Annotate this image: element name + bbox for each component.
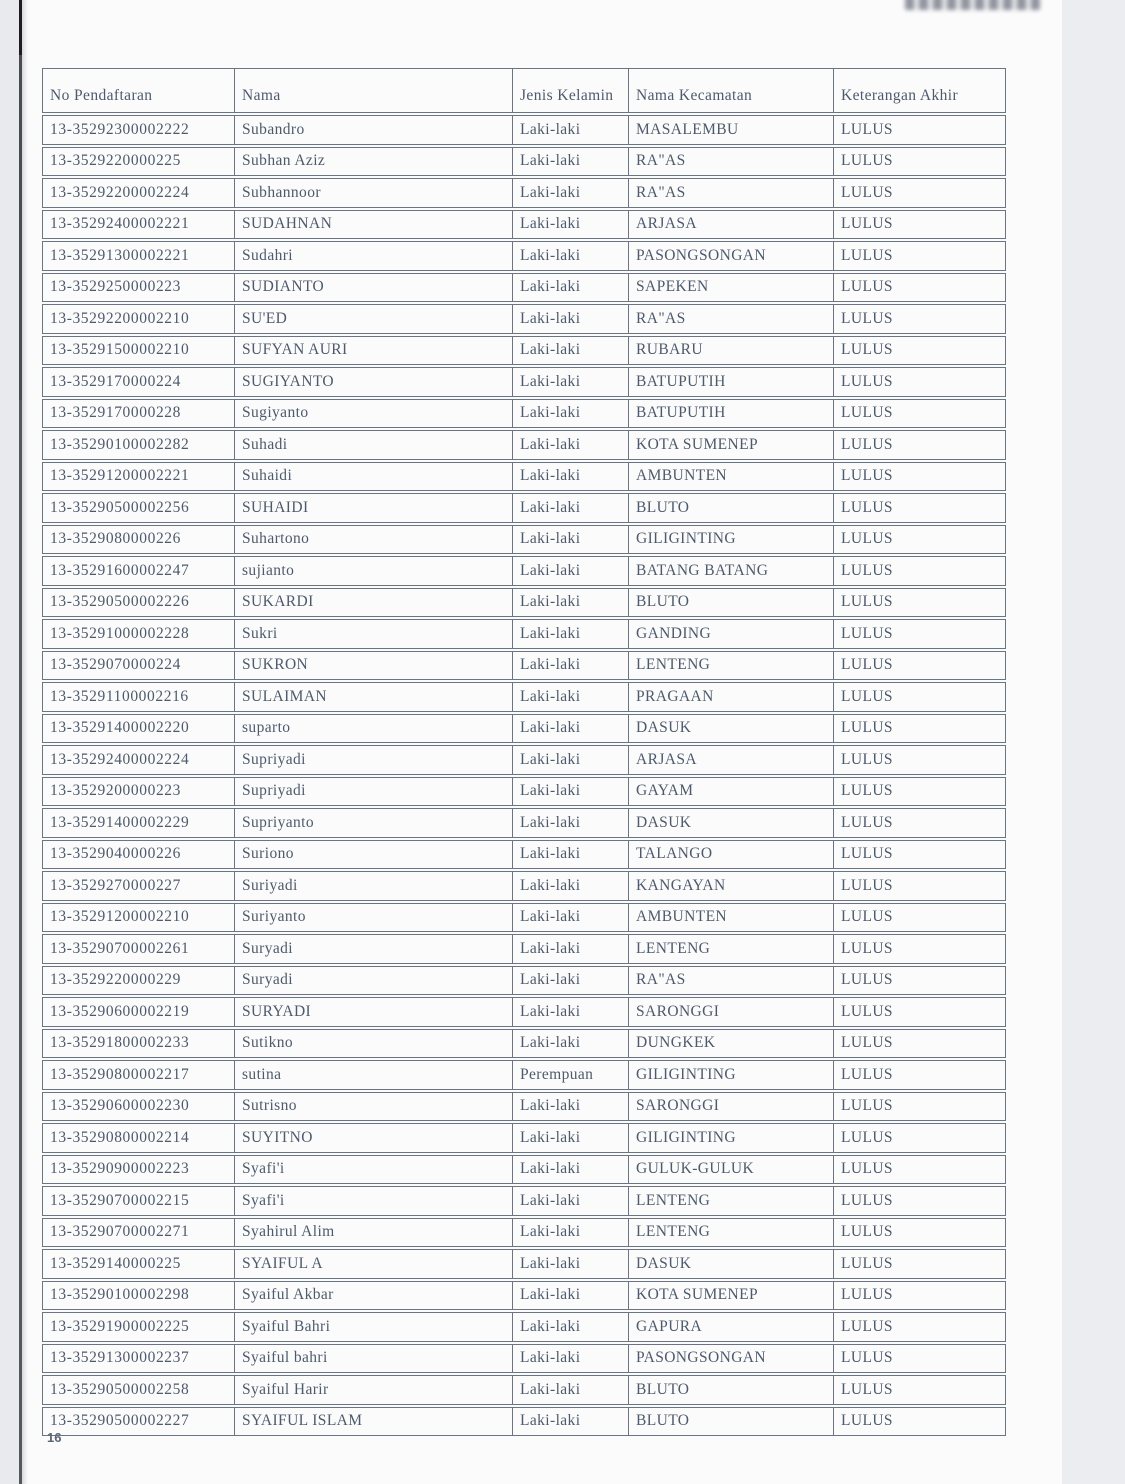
cell-nama: SURYADI: [234, 997, 512, 1027]
cell-no-pendaftaran: 13-3529270000227: [42, 871, 234, 901]
table-row: [42, 903, 1006, 933]
cell-no-pendaftaran: 13-35290100002282: [42, 430, 234, 460]
cell-nama: Subhan Aziz: [234, 147, 512, 177]
cell-jenis-kelamin: Laki-laki: [512, 462, 628, 492]
cell-nama: SU'ED: [234, 304, 512, 334]
cell-no-pendaftaran: 13-35290600002230: [42, 1092, 234, 1122]
cell-nama: SUKARDI: [234, 588, 512, 618]
cell-jenis-kelamin: Laki-laki: [512, 1092, 628, 1122]
cell-no-pendaftaran: 13-35291800002233: [42, 1029, 234, 1059]
cell-keterangan-akhir: LULUS: [833, 934, 1006, 964]
table-row: [42, 651, 1006, 681]
cell-nama-kecamatan: PASONGSONGAN: [628, 241, 833, 271]
table-row: [42, 493, 1006, 523]
cell-nama-kecamatan: GAYAM: [628, 777, 833, 807]
cell-nama-kecamatan: GULUK-GULUK: [628, 1155, 833, 1185]
table-row: [42, 777, 1006, 807]
cell-nama: Suhadi: [234, 430, 512, 460]
cell-keterangan-akhir: LULUS: [833, 430, 1006, 460]
cell-nama-kecamatan: ARJASA: [628, 745, 833, 775]
cell-keterangan-akhir: LULUS: [833, 682, 1006, 712]
table-row: [42, 210, 1006, 240]
table-row: [42, 1155, 1006, 1185]
cell-no-pendaftaran: 13-35291600002247: [42, 556, 234, 586]
cell-nama-kecamatan: RA"AS: [628, 178, 833, 208]
cell-keterangan-akhir: LULUS: [833, 1123, 1006, 1153]
cell-keterangan-akhir: LULUS: [833, 619, 1006, 649]
cell-no-pendaftaran: 13-35291500002210: [42, 336, 234, 366]
cell-no-pendaftaran: 13-35290700002261: [42, 934, 234, 964]
cell-keterangan-akhir: LULUS: [833, 147, 1006, 177]
cell-nama-kecamatan: TALANGO: [628, 840, 833, 870]
cell-keterangan-akhir: LULUS: [833, 903, 1006, 933]
table-header-row: [42, 68, 1006, 113]
cell-nama-kecamatan: GAPURA: [628, 1312, 833, 1342]
cell-keterangan-akhir: LULUS: [833, 651, 1006, 681]
cell-no-pendaftaran: 13-35290100002298: [42, 1281, 234, 1311]
cell-jenis-kelamin: Laki-laki: [512, 336, 628, 366]
cell-no-pendaftaran: 13-3529070000224: [42, 651, 234, 681]
cell-jenis-kelamin: Laki-laki: [512, 367, 628, 397]
cell-keterangan-akhir: LULUS: [833, 1344, 1006, 1374]
cell-keterangan-akhir: LULUS: [833, 1375, 1006, 1405]
column-header-nama-kecamatan: Nama Kecamatan: [628, 68, 833, 113]
cell-nama: Syaiful Akbar: [234, 1281, 512, 1311]
cell-nama-kecamatan: RA"AS: [628, 966, 833, 996]
table-row: [42, 556, 1006, 586]
table-row: [42, 588, 1006, 618]
cell-jenis-kelamin: Laki-laki: [512, 619, 628, 649]
cell-keterangan-akhir: LULUS: [833, 1029, 1006, 1059]
table-row: [42, 462, 1006, 492]
cell-jenis-kelamin: Laki-laki: [512, 1344, 628, 1374]
cell-nama: Syaiful Harir: [234, 1375, 512, 1405]
cell-jenis-kelamin: Laki-laki: [512, 178, 628, 208]
table-row: [42, 147, 1006, 177]
cell-keterangan-akhir: LULUS: [833, 714, 1006, 744]
cell-no-pendaftaran: 13-35291000002228: [42, 619, 234, 649]
table-row: [42, 1060, 1006, 1090]
cell-nama: Syaiful Bahri: [234, 1312, 512, 1342]
cell-no-pendaftaran: 13-35291100002216: [42, 682, 234, 712]
cell-jenis-kelamin: Laki-laki: [512, 1281, 628, 1311]
cell-jenis-kelamin: Laki-laki: [512, 273, 628, 303]
cell-nama-kecamatan: SARONGGI: [628, 1092, 833, 1122]
cell-nama-kecamatan: GILIGINTING: [628, 1123, 833, 1153]
cell-no-pendaftaran: 13-3529250000223: [42, 273, 234, 303]
cell-nama-kecamatan: PASONGSONGAN: [628, 1344, 833, 1374]
table-body: [42, 115, 1006, 1436]
cell-jenis-kelamin: Laki-laki: [512, 588, 628, 618]
cell-keterangan-akhir: LULUS: [833, 997, 1006, 1027]
cell-nama: Subandro: [234, 115, 512, 145]
cell-no-pendaftaran: 13-35291400002229: [42, 808, 234, 838]
cell-nama: SUDAHNAN: [234, 210, 512, 240]
cell-jenis-kelamin: Laki-laki: [512, 1407, 628, 1437]
column-header-jenis-kelamin: Jenis Kelamin: [512, 68, 628, 113]
cell-keterangan-akhir: LULUS: [833, 178, 1006, 208]
cell-no-pendaftaran: 13-35291400002220: [42, 714, 234, 744]
table-row: [42, 1218, 1006, 1248]
scan-artifact-cropped-text: [905, 0, 1040, 10]
cell-nama-kecamatan: RA"AS: [628, 304, 833, 334]
cell-nama-kecamatan: AMBUNTEN: [628, 903, 833, 933]
cell-no-pendaftaran: 13-35290900002223: [42, 1155, 234, 1185]
cell-jenis-kelamin: Laki-laki: [512, 241, 628, 271]
cell-jenis-kelamin: Laki-laki: [512, 147, 628, 177]
column-header-no-pendaftaran: No Pendaftaran: [42, 68, 234, 113]
table-row: [42, 1281, 1006, 1311]
table-row: [42, 745, 1006, 775]
cell-nama-kecamatan: PRAGAAN: [628, 682, 833, 712]
cell-keterangan-akhir: LULUS: [833, 1155, 1006, 1185]
cell-jenis-kelamin: Laki-laki: [512, 1155, 628, 1185]
cell-keterangan-akhir: LULUS: [833, 115, 1006, 145]
cell-nama: Suhaidi: [234, 462, 512, 492]
cell-nama: Syahirul Alim: [234, 1218, 512, 1248]
cell-nama: SUDIANTO: [234, 273, 512, 303]
cell-nama-kecamatan: SARONGGI: [628, 997, 833, 1027]
cell-nama: Suryadi: [234, 966, 512, 996]
cell-no-pendaftaran: 13-35292400002224: [42, 745, 234, 775]
cell-nama: Sudahri: [234, 241, 512, 271]
cell-nama-kecamatan: BATUPUTIH: [628, 399, 833, 429]
cell-nama: Subhannoor: [234, 178, 512, 208]
cell-jenis-kelamin: Perempuan: [512, 1060, 628, 1090]
cell-nama: Syaiful bahri: [234, 1344, 512, 1374]
cell-keterangan-akhir: LULUS: [833, 1407, 1006, 1437]
cell-no-pendaftaran: 13-35291300002237: [42, 1344, 234, 1374]
cell-keterangan-akhir: LULUS: [833, 777, 1006, 807]
cell-nama: Suriyanto: [234, 903, 512, 933]
cell-nama: Sukri: [234, 619, 512, 649]
cell-jenis-kelamin: Laki-laki: [512, 714, 628, 744]
scan-edge-right: [1062, 0, 1125, 1484]
cell-nama-kecamatan: KANGAYAN: [628, 871, 833, 901]
cell-nama: SUGIYANTO: [234, 367, 512, 397]
table-row: [42, 304, 1006, 334]
cell-keterangan-akhir: LULUS: [833, 273, 1006, 303]
cell-keterangan-akhir: LULUS: [833, 1249, 1006, 1279]
cell-jenis-kelamin: Laki-laki: [512, 399, 628, 429]
cell-nama-kecamatan: RA"AS: [628, 147, 833, 177]
cell-jenis-kelamin: Laki-laki: [512, 1029, 628, 1059]
cell-keterangan-akhir: LULUS: [833, 462, 1006, 492]
cell-keterangan-akhir: LULUS: [833, 1312, 1006, 1342]
cell-keterangan-akhir: LULUS: [833, 367, 1006, 397]
cell-keterangan-akhir: LULUS: [833, 241, 1006, 271]
cell-no-pendaftaran: 13-3529140000225: [42, 1249, 234, 1279]
cell-jenis-kelamin: Laki-laki: [512, 1218, 628, 1248]
cell-no-pendaftaran: 13-35291200002221: [42, 462, 234, 492]
scan-spine-shadow: [22, 0, 28, 1484]
cell-nama: Syafi'i: [234, 1155, 512, 1185]
table-row: [42, 840, 1006, 870]
cell-nama-kecamatan: LENTENG: [628, 1186, 833, 1216]
table-row: [42, 399, 1006, 429]
cell-jenis-kelamin: Laki-laki: [512, 997, 628, 1027]
cell-nama-kecamatan: LENTENG: [628, 1218, 833, 1248]
cell-nama: Supriyanto: [234, 808, 512, 838]
cell-no-pendaftaran: 13-35290500002256: [42, 493, 234, 523]
cell-nama-kecamatan: DASUK: [628, 714, 833, 744]
table-row: [42, 682, 1006, 712]
cell-nama: Supriyadi: [234, 777, 512, 807]
cell-nama-kecamatan: SAPEKEN: [628, 273, 833, 303]
table-row: [42, 336, 1006, 366]
page-number: 16: [47, 1430, 62, 1445]
cell-nama-kecamatan: LENTENG: [628, 934, 833, 964]
cell-nama-kecamatan: BLUTO: [628, 493, 833, 523]
cell-jenis-kelamin: Laki-laki: [512, 1312, 628, 1342]
table-row: [42, 1344, 1006, 1374]
cell-jenis-kelamin: Laki-laki: [512, 903, 628, 933]
table-row: [42, 241, 1006, 271]
exam-results-table: [42, 66, 1006, 1438]
scan-edge-left: [0, 0, 19, 1484]
cell-nama: SUFYAN AURI: [234, 336, 512, 366]
cell-no-pendaftaran: 13-3529200000223: [42, 777, 234, 807]
cell-nama-kecamatan: MASALEMBU: [628, 115, 833, 145]
cell-jenis-kelamin: Laki-laki: [512, 871, 628, 901]
cell-keterangan-akhir: LULUS: [833, 556, 1006, 586]
table-row: [42, 1375, 1006, 1405]
cell-jenis-kelamin: Laki-laki: [512, 1123, 628, 1153]
cell-no-pendaftaran: 13-3529170000228: [42, 399, 234, 429]
column-header-keterangan-akhir: Keterangan Akhir: [833, 68, 1006, 113]
table-row: [42, 714, 1006, 744]
cell-no-pendaftaran: 13-35291900002225: [42, 1312, 234, 1342]
cell-nama: SYAIFUL ISLAM: [234, 1407, 512, 1437]
table-row: [42, 1123, 1006, 1153]
cell-keterangan-akhir: LULUS: [833, 525, 1006, 555]
table-row: [42, 808, 1006, 838]
cell-keterangan-akhir: LULUS: [833, 840, 1006, 870]
cell-keterangan-akhir: LULUS: [833, 871, 1006, 901]
table-row: [42, 525, 1006, 555]
cell-keterangan-akhir: LULUS: [833, 336, 1006, 366]
cell-nama-kecamatan: BLUTO: [628, 588, 833, 618]
cell-nama-kecamatan: GILIGINTING: [628, 525, 833, 555]
table-row: [42, 115, 1006, 145]
cell-nama: Sutikno: [234, 1029, 512, 1059]
cell-nama-kecamatan: BATUPUTIH: [628, 367, 833, 397]
cell-no-pendaftaran: 13-35292200002224: [42, 178, 234, 208]
cell-jenis-kelamin: Laki-laki: [512, 682, 628, 712]
cell-jenis-kelamin: Laki-laki: [512, 525, 628, 555]
cell-jenis-kelamin: Laki-laki: [512, 210, 628, 240]
cell-nama-kecamatan: KOTA SUMENEP: [628, 1281, 833, 1311]
cell-nama-kecamatan: DASUK: [628, 1249, 833, 1279]
cell-no-pendaftaran: 13-35292200002210: [42, 304, 234, 334]
table-row: [42, 1029, 1006, 1059]
cell-jenis-kelamin: Laki-laki: [512, 1186, 628, 1216]
cell-no-pendaftaran: 13-35290500002227: [42, 1407, 234, 1437]
cell-keterangan-akhir: LULUS: [833, 493, 1006, 523]
cell-jenis-kelamin: Laki-laki: [512, 1249, 628, 1279]
cell-nama: Suryadi: [234, 934, 512, 964]
cell-jenis-kelamin: Laki-laki: [512, 840, 628, 870]
table-row: [42, 430, 1006, 460]
cell-no-pendaftaran: 13-35290700002271: [42, 1218, 234, 1248]
cell-nama-kecamatan: LENTENG: [628, 651, 833, 681]
cell-keterangan-akhir: LULUS: [833, 1218, 1006, 1248]
cell-no-pendaftaran: 13-35290600002219: [42, 997, 234, 1027]
cell-no-pendaftaran: 13-3529080000226: [42, 525, 234, 555]
table-row: [42, 966, 1006, 996]
cell-nama: SULAIMAN: [234, 682, 512, 712]
cell-jenis-kelamin: Laki-laki: [512, 115, 628, 145]
cell-keterangan-akhir: LULUS: [833, 1186, 1006, 1216]
cell-nama-kecamatan: BATANG BATANG: [628, 556, 833, 586]
cell-nama: SUHAIDI: [234, 493, 512, 523]
cell-nama-kecamatan: KOTA SUMENEP: [628, 430, 833, 460]
cell-keterangan-akhir: LULUS: [833, 966, 1006, 996]
cell-nama-kecamatan: BLUTO: [628, 1407, 833, 1437]
cell-no-pendaftaran: 13-3529220000225: [42, 147, 234, 177]
cell-nama: SUKRON: [234, 651, 512, 681]
cell-keterangan-akhir: LULUS: [833, 588, 1006, 618]
cell-no-pendaftaran: 13-35290700002215: [42, 1186, 234, 1216]
cell-nama-kecamatan: DUNGKEK: [628, 1029, 833, 1059]
cell-no-pendaftaran: 13-35290800002217: [42, 1060, 234, 1090]
cell-no-pendaftaran: 13-3529220000229: [42, 966, 234, 996]
cell-no-pendaftaran: 13-35291200002210: [42, 903, 234, 933]
cell-no-pendaftaran: 13-35290500002226: [42, 588, 234, 618]
cell-keterangan-akhir: LULUS: [833, 399, 1006, 429]
cell-jenis-kelamin: Laki-laki: [512, 430, 628, 460]
cell-jenis-kelamin: Laki-laki: [512, 934, 628, 964]
table-row: [42, 367, 1006, 397]
cell-keterangan-akhir: LULUS: [833, 210, 1006, 240]
cell-nama: Sutrisno: [234, 1092, 512, 1122]
cell-nama: SYAIFUL A: [234, 1249, 512, 1279]
cell-nama-kecamatan: GANDING: [628, 619, 833, 649]
cell-keterangan-akhir: LULUS: [833, 304, 1006, 334]
cell-nama: Sugiyanto: [234, 399, 512, 429]
cell-nama-kecamatan: DASUK: [628, 808, 833, 838]
cell-nama: Supriyadi: [234, 745, 512, 775]
table-row: [42, 997, 1006, 1027]
table-row: [42, 1092, 1006, 1122]
cell-nama: Suriono: [234, 840, 512, 870]
cell-keterangan-akhir: LULUS: [833, 1060, 1006, 1090]
cell-nama-kecamatan: AMBUNTEN: [628, 462, 833, 492]
cell-jenis-kelamin: Laki-laki: [512, 651, 628, 681]
cell-nama: Suhartono: [234, 525, 512, 555]
table-row: [42, 273, 1006, 303]
cell-nama-kecamatan: GILIGINTING: [628, 1060, 833, 1090]
cell-no-pendaftaran: 13-35291300002221: [42, 241, 234, 271]
cell-jenis-kelamin: Laki-laki: [512, 556, 628, 586]
table-row: [42, 1312, 1006, 1342]
cell-keterangan-akhir: LULUS: [833, 745, 1006, 775]
table-row: [42, 871, 1006, 901]
cell-nama: sutina: [234, 1060, 512, 1090]
cell-keterangan-akhir: LULUS: [833, 1092, 1006, 1122]
cell-nama-kecamatan: BLUTO: [628, 1375, 833, 1405]
cell-no-pendaftaran: 13-3529170000224: [42, 367, 234, 397]
table-row: [42, 1249, 1006, 1279]
cell-no-pendaftaran: 13-3529040000226: [42, 840, 234, 870]
table-row: [42, 619, 1006, 649]
cell-no-pendaftaran: 13-35290500002258: [42, 1375, 234, 1405]
column-header-nama: Nama: [234, 68, 512, 113]
cell-nama-kecamatan: RUBARU: [628, 336, 833, 366]
cell-nama: Suriyadi: [234, 871, 512, 901]
cell-nama-kecamatan: ARJASA: [628, 210, 833, 240]
cell-keterangan-akhir: LULUS: [833, 808, 1006, 838]
cell-no-pendaftaran: 13-35292300002222: [42, 115, 234, 145]
cell-jenis-kelamin: Laki-laki: [512, 1375, 628, 1405]
cell-jenis-kelamin: Laki-laki: [512, 777, 628, 807]
cell-nama: sujianto: [234, 556, 512, 586]
cell-no-pendaftaran: 13-35290800002214: [42, 1123, 234, 1153]
cell-jenis-kelamin: Laki-laki: [512, 745, 628, 775]
table-row: [42, 934, 1006, 964]
cell-no-pendaftaran: 13-35292400002221: [42, 210, 234, 240]
table-row: [42, 178, 1006, 208]
cell-jenis-kelamin: Laki-laki: [512, 808, 628, 838]
cell-jenis-kelamin: Laki-laki: [512, 304, 628, 334]
cell-nama: SUYITNO: [234, 1123, 512, 1153]
cell-nama: suparto: [234, 714, 512, 744]
cell-jenis-kelamin: Laki-laki: [512, 493, 628, 523]
cell-jenis-kelamin: Laki-laki: [512, 966, 628, 996]
table-row: [42, 1186, 1006, 1216]
table-row: [42, 1407, 1006, 1437]
cell-nama: Syafi'i: [234, 1186, 512, 1216]
cell-keterangan-akhir: LULUS: [833, 1281, 1006, 1311]
